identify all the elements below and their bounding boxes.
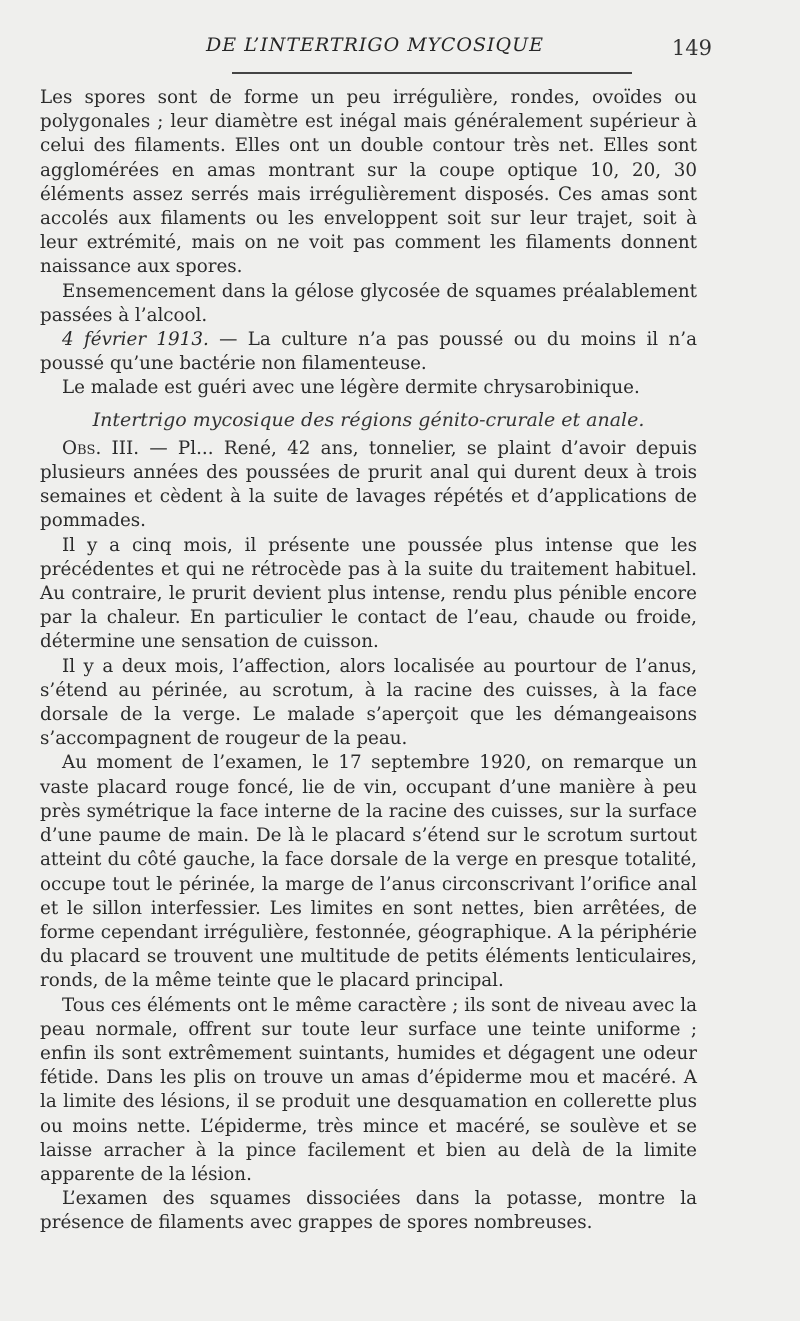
observation-text: — Pl... René, 42 ans, tonnelier, se plaint d’avoir depuis plusieurs années des poussées de prurit anal qui durent deux à trois semaines et cèdent à la suite de lavages répétés et d’applications de pommades. (40, 437, 697, 532)
paragraph-deux-mois: Il y a deux mois, l’affection, alors localisée au pourtour de l’anus, s’étend au périnée, au scrotum, à la racine des cuisses, à la face dorsale de la verge. Le malade s’aperçoit que les démangeaisons s’accompagnent de rougeur de la peau. (40, 655, 697, 750)
header-rule (232, 72, 632, 74)
paragraph-culture (40, 328, 697, 376)
paragraph-examen: Au moment de l’examen, le 17 septembre 1920, on remarque un vaste placard rouge foncé, lie de vin, occupant d’une manière à peu près symétrique la face interne de la racine des cuisses, sur la surface d’une paume de main. De là le placard s’étend sur le scrotum surtout atteint du côté gauche, la face dorsale de la verge en presque totalité, occupe tout le périnée, la marge de l’anus circonscrivant l’orifice anal et le sillon interfessier. Les limites en sont nettes, bien arrêtées, de forme cependant irrégulière, festonnée, géographique. A la périphérie du placard se trouvent une multitude de petits éléments lenticulaires, ronds, de la même teinte que le placard principal. (40, 752, 697, 992)
culture-text: — La culture n’a pas poussé ou du moins il n’a poussé qu’une bactérie non filamenteuse. (40, 329, 697, 375)
paragraph-guerison: Le malade est guéri avec une légère dermite chrysarobinique. (62, 377, 640, 399)
paragraph-squames: L’examen des squames dissociées dans la potasse, montre la présence de filaments avec grappes de spores nombreuses. (40, 1188, 697, 1234)
running-title: DE L’INTERTRIGO MYCOSIQUE (206, 34, 544, 56)
paragraph-spores: Les spores sont de forme un peu irrégulière, rondes, ovoïdes ou polygonales ; leur diamètre est inégal mais généralement supérieur à celui des filaments. Elles ont un double contour très net. Elles sont agglomérées en amas montrant sur la coupe optique 10, 20, 30 éléments assez serrés mais irrégulièrement disposés. Ces amas sont accolés aux filaments ou les enveloppent soit sur leur trajet, soit à leur extrémité, mais on ne voit pas comment les filaments donnent naissance aux spores. (40, 87, 697, 278)
page-number: 149 (671, 36, 712, 60)
paragraph-observation (40, 437, 697, 534)
section-title: Intertrigo mycosique des régions génito-crurale et anale. (92, 408, 645, 431)
observation-label: Obs. III. (62, 437, 140, 459)
page-header (40, 30, 710, 60)
body-text (40, 86, 697, 1236)
paragraph-cinq-mois: Il y a cinq mois, il présente une poussée plus intense que les précédentes et qui ne rétrocède pas à la suite du traitement habituel. Au contraire, le prurit devient plus intense, rendu plus pénible encore par la chaleur. En particulier le contact de l’eau, chaude ou froide, détermine une sensation de cuisson. (40, 534, 697, 653)
paragraph-elements: Tous ces éléments ont le même caractère ; ils sont de niveau avec la peau normale, offrent sur toute leur surface une teinte uniforme ; enfin ils sont extrêmement suintants, humides et dégagent une odeur fétide. Dans les plis on trouve un amas d’épiderme mou et macéré. A la limite des lésions, il se produit une desquamation en collerette plus ou moins nette. L’épiderme, très mince et macéré, se soulève et se laisse arracher à la pince facilement et bien au delà de la limite apparente de la lésion. (40, 994, 697, 1185)
paragraph-ensemencement: Ensemencement dans la gélose glycosée de squames préalablement passées à l’alcool. (40, 280, 697, 326)
culture-date: 4 février 1913. (62, 329, 209, 351)
